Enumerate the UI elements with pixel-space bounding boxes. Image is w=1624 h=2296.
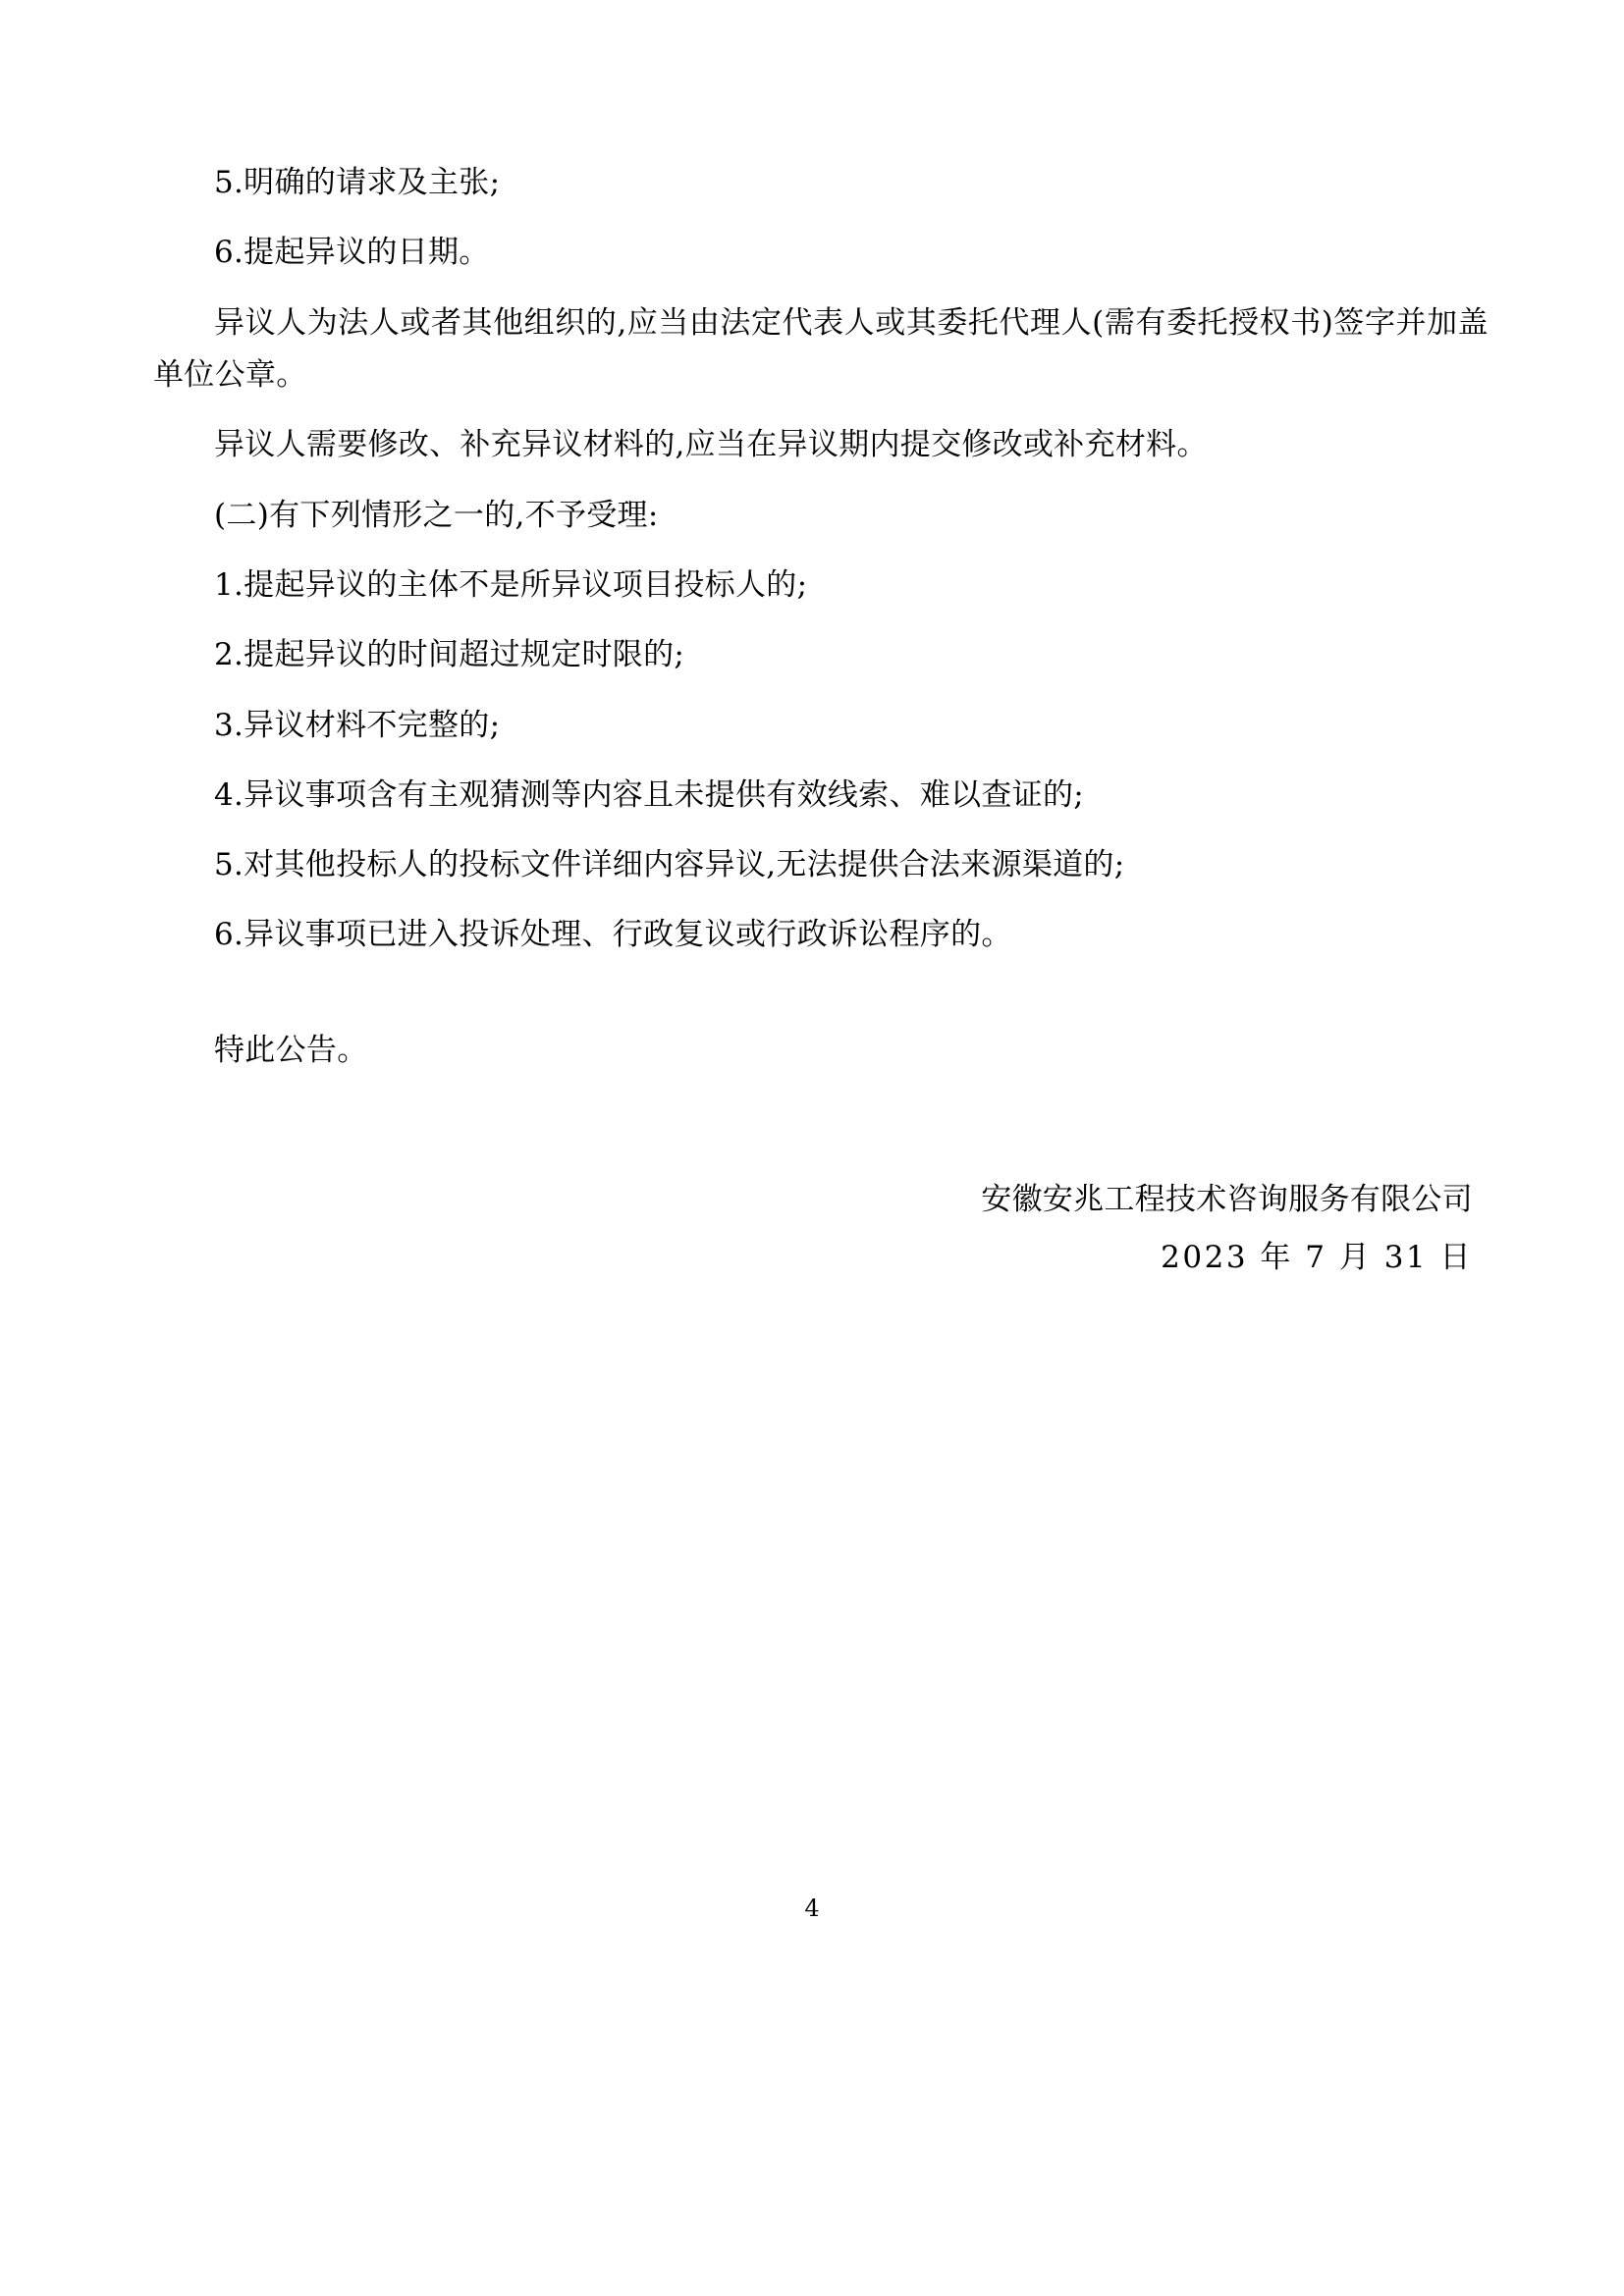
paragraph-reject-item-5: 5.对其他投标人的投标文件详细内容异议,无法提供合法来源渠道的; [214, 847, 1125, 883]
paragraph-item-5-request: 5.明确的请求及主张; [214, 165, 501, 200]
paragraph-reject-item-2: 2.提起异议的时间超过规定时限的; [214, 637, 685, 673]
paragraph-reject-item-4: 4.异议事项含有主观猜测等内容且未提供有效线索、难以查证的; [214, 776, 1085, 813]
paragraph-item-6-date: 6.提起异议的日期。 [214, 235, 490, 271]
page-number: 4 [804, 1895, 820, 1922]
paragraph-legal-person-clause: 异议人为法人或者其他组织的,应当由法定代表人或其委托代理人(需有委托授权书)签字并加盖单位公章。 [153, 304, 1489, 393]
paragraph-amend-clause: 异议人需要修改、补充异议材料的,应当在异议期内提交修改或补充材料。 [214, 427, 1208, 463]
signature-date: 2023 年 7 月 31 日 [1161, 1239, 1473, 1275]
paragraph-reject-item-1: 1.提起异议的主体不是所异议项目投标人的; [214, 566, 808, 603]
document-body [153, 157, 1489, 1287]
paragraph-section-two-heading: (二)有下列情形之一的,不予受理: [214, 497, 659, 533]
signature-block [153, 1171, 1489, 1287]
paragraph-reject-item-6: 6.异议事项已进入投诉处理、行政复议或行政诉讼程序的。 [214, 917, 1012, 953]
paragraph-reject-item-3: 3.异议材料不完整的; [214, 707, 501, 743]
paragraph-closing-statement: 特此公告。 [214, 1032, 368, 1068]
signature-organization: 安徽安兆工程技术咨询服务有限公司 [981, 1182, 1473, 1218]
